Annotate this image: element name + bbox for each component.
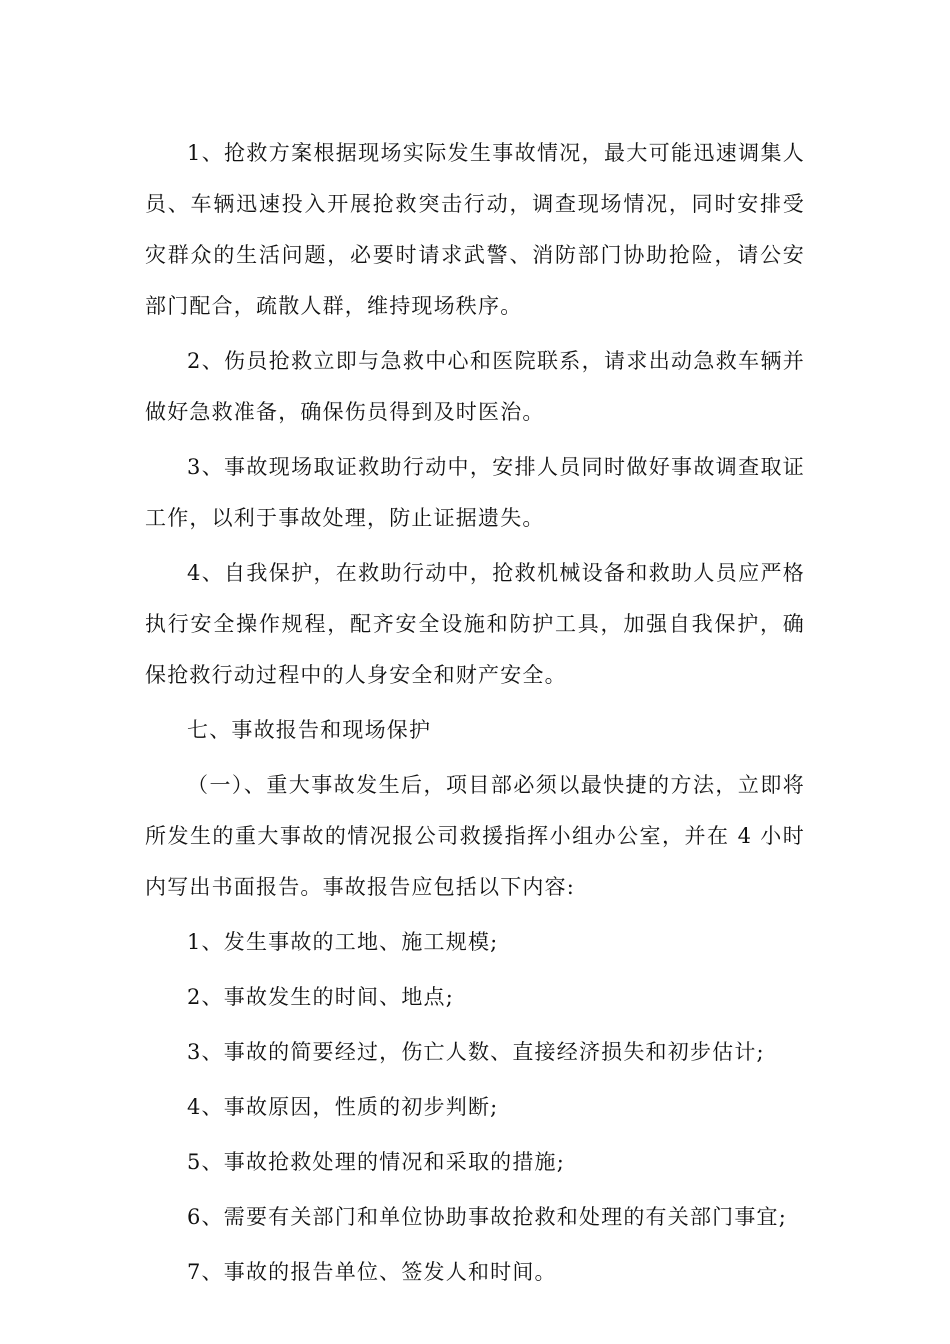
report-item-time-location: 2、事故发生的时间、地点; (187, 985, 455, 1009)
report-item-site-scale: 1、发生事故的工地、施工规模; (187, 930, 499, 954)
paragraph-rescue-plan: 1、抢救方案根据现场实际发生事故情况，最大可能迅速调集人员、车辆迅速投入开展抢救突击行动，调查现场情况，同时安排受灾群众的生活问题，必要时请求武警、消防部门协助抢险，请公安部门配合，疏散人群，维持现场秩序。 (145, 141, 805, 318)
report-item-measures: 5、事故抢救处理的情况和采取的措施; (187, 1150, 566, 1174)
report-item-cause: 4、事故原因，性质的初步判断; (187, 1095, 499, 1119)
report-item-signatory: 7、事故的报告单位、签发人和时间。 (187, 1260, 557, 1284)
paragraph-major-accident-report: （一）、重大事故发生后，项目部必须以最快捷的方法，立即将所发生的重大事故的情况报公司救援指挥小组办公室，并在 4 小时内写出书面报告。事故报告应包括以下内容: (145, 773, 805, 899)
paragraph-casualty-rescue: 2、伤员抢救立即与急救中心和医院联系，请求出动急救车辆并做好急救准备，确保伤员得到及时医治。 (145, 349, 805, 424)
section-heading-accident-report: 七、事故报告和现场保护 (187, 718, 432, 742)
report-item-brief-process: 3、事故的简要经过，伤亡人数、直接经济损失和初步估计; (187, 1040, 765, 1064)
paragraph-self-protection: 4、自我保护，在救助行动中，抢救机械设备和救助人员应严格执行安全操作规程，配齐安全设施和防护工具，加强自我保护，确保抢救行动过程中的人身安全和财产安全。 (145, 561, 805, 687)
report-item-assistance: 6、需要有关部门和单位协助事故抢救和处理的有关部门事宜; (187, 1205, 788, 1229)
paragraph-evidence-collection: 3、事故现场取证救助行动中，安排人员同时做好事故调查取证工作，以利于事故处理，防止证据遗失。 (145, 455, 805, 530)
document-body (145, 128, 805, 1302)
